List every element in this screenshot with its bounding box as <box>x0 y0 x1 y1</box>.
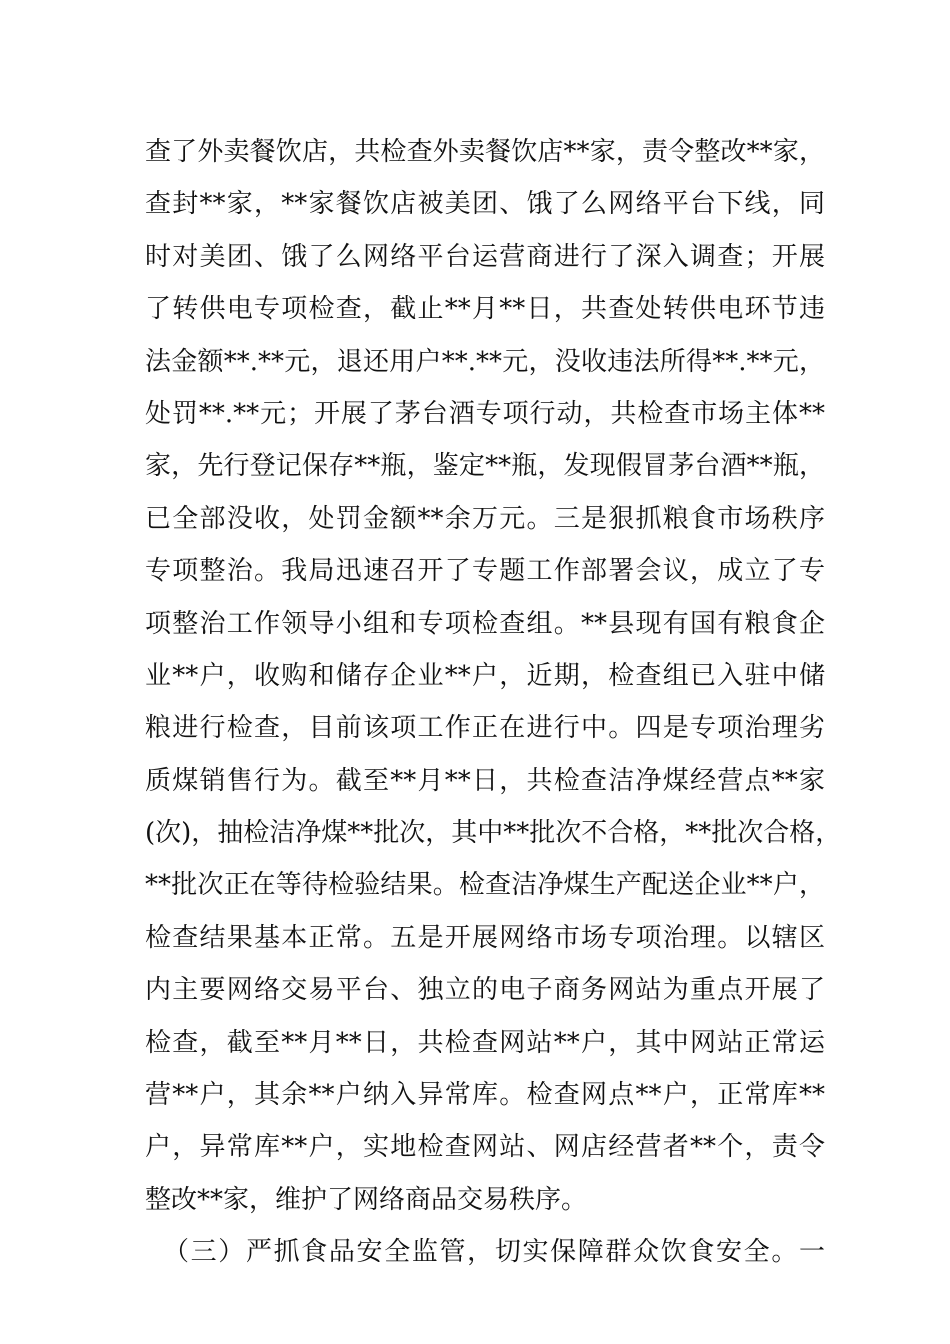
text-line-8: 已全部没收，处罚金额**余万元。三是狠抓粮食市场秩序 <box>145 503 825 534</box>
text-line-3: 时对美团、饿了么网络平台运营商进行了深入调查；开展 <box>145 241 825 272</box>
text-line-2: 查封**家，**家餐饮店被美团、饿了么网络平台下线，同 <box>145 189 825 220</box>
text-line-17: 内主要网络交易平台、独立的电子商务网站为重点开展了 <box>145 975 825 1006</box>
text-line-4: 了转供电专项检查，截止**月**日，共查处转供电环节违 <box>145 294 825 325</box>
text-line-19: 营**户，其余**户纳入异常库。检查网点**户，正常库** <box>145 1080 825 1111</box>
text-line-11: 业**户，收购和储存企业**户，近期，检查组已入驻中储 <box>145 660 825 691</box>
body-text <box>145 126 842 1279</box>
text-line-16: 检查结果基本正常。五是开展网络市场专项治理。以辖区 <box>145 922 825 953</box>
text-line-12: 粮进行检查，目前该项工作正在进行中。四是专项治理劣 <box>145 713 825 744</box>
text-line-5: 法金额**.**元，退还用户**.**元，没收违法所得**.**元， <box>145 346 825 377</box>
text-line-18: 检查，截至**月**日，共检查网站**户，其中网站正常运 <box>145 1027 825 1058</box>
text-line-20: 户，异常库**户，实地检查网站、网店经营者**个，责令 <box>145 1132 825 1163</box>
text-line-6: 处罚**.**元；开展了茅台酒专项行动，共检查市场主体** <box>145 398 825 429</box>
text-line-14: (次)，抽检洁净煤**批次，其中**批次不合格，**批次合格， <box>145 818 842 849</box>
text-line-7: 家，先行登记保存**瓶，鉴定**瓶，发现假冒茅台酒**瓶， <box>145 451 825 482</box>
text-line-1: 查了外卖餐饮店，共检查外卖餐饮店**家，责令整改**家， <box>145 137 825 167</box>
section-heading-line: （三）严抓食品安全监管，切实保障群众饮食安全。一 <box>163 1237 825 1268</box>
text-line-10: 项整治工作领导小组和专项检查组。**县现有国有粮食企 <box>145 608 825 639</box>
text-line-9: 专项整治。我局迅速召开了专题工作部署会议，成立了专 <box>145 556 825 587</box>
text-line-15: **批次正在等待检验结果。检查洁净煤生产配送企业**户， <box>145 870 825 901</box>
text-line-21: 整改**家，维护了网络商品交易秩序。 <box>145 1184 588 1215</box>
text-line-13: 质煤销售行为。截至**月**日，共检查洁净煤经营点**家 <box>145 765 825 796</box>
